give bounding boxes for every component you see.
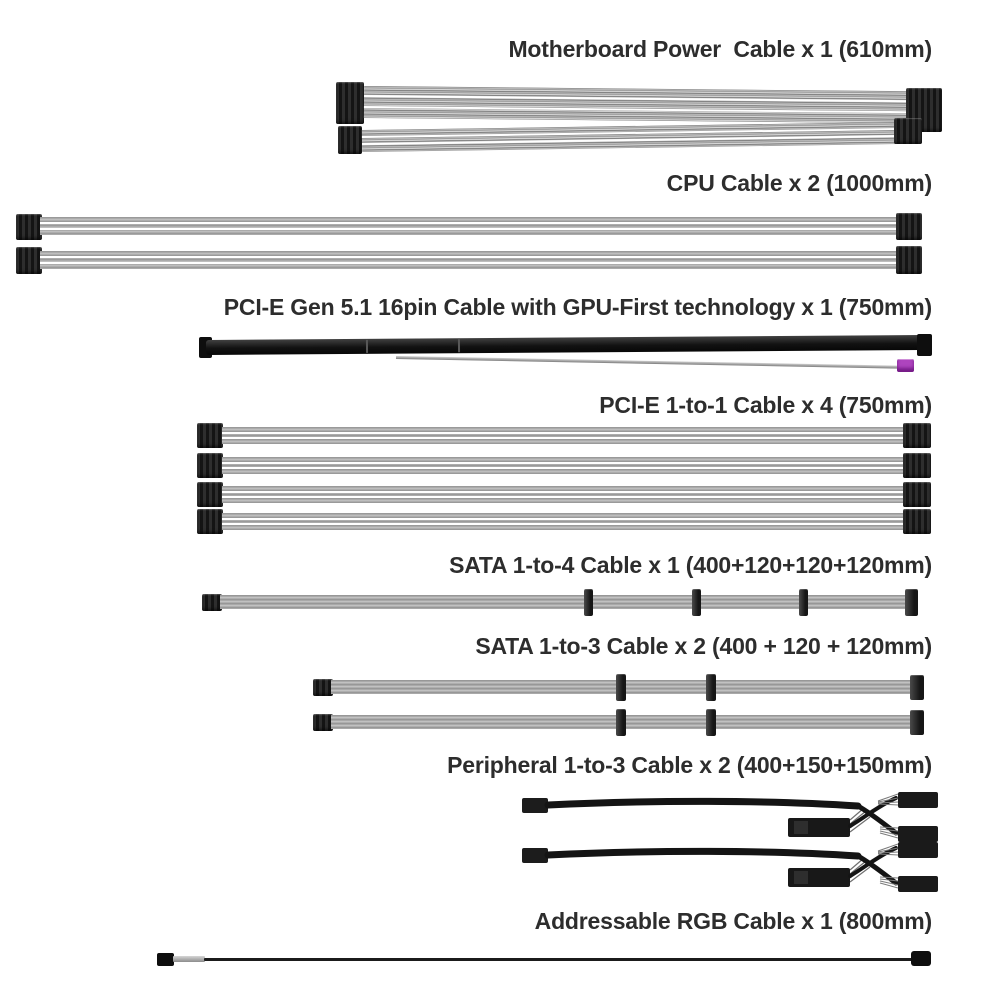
sata-end-connector [905, 589, 918, 616]
cable-connector [313, 679, 333, 696]
cable-connector [338, 126, 362, 154]
sata-connector [692, 589, 701, 616]
peripheral-cable-harness [510, 792, 942, 844]
cable-connector [197, 453, 223, 478]
end-connector [898, 792, 938, 808]
cable-connector [16, 214, 42, 240]
ribbon-cable [40, 251, 898, 269]
label-sata-1to4-cable: SATA 1-to-4 Cable x 1 (400+120+120+120mm) [449, 552, 932, 578]
label-cpu-cable: CPU Cable x 2 (1000mm) [666, 170, 932, 196]
cable-connector [522, 798, 548, 813]
main-cable [548, 851, 858, 856]
cable-connector [896, 213, 922, 240]
cable-connector [903, 482, 931, 507]
cable-end-cap [917, 334, 932, 356]
sata-end-connector [910, 675, 924, 700]
cable-connector [903, 509, 931, 534]
sata-connector [706, 709, 716, 736]
connector-rib [794, 821, 808, 834]
sata-connector [799, 589, 808, 616]
label-pcie-1to1-cable: PCI-E 1-to-1 Cable x 4 (750mm) [599, 392, 932, 418]
label-sata-1to3-cable: SATA 1-to-3 Cable x 2 (400 + 120 + 120mm) [475, 633, 932, 659]
end-connector [898, 826, 938, 842]
connector-rib [794, 871, 808, 884]
cable-connector [202, 594, 222, 611]
label-motherboard-power-cable: Motherboard Power Cable x 1 (610mm) [508, 36, 932, 62]
sleeve-joint [366, 340, 368, 353]
cable-connector [522, 848, 548, 863]
sata-connector [616, 709, 626, 736]
cable-connector [313, 714, 333, 731]
ribbon-cable [222, 427, 905, 444]
sense-wire-connector [897, 359, 914, 372]
sata-connector [706, 674, 716, 701]
cable-connector [197, 482, 223, 507]
peripheral-cable-harness [510, 842, 942, 894]
label-pcie-gen5-cable: PCI-E Gen 5.1 16pin Cable with GPU-First technology x 1 (750mm) [223, 294, 932, 320]
sata-connector [584, 589, 593, 616]
ribbon-cable [222, 486, 905, 503]
cable-connector [903, 423, 931, 448]
cable-connector [336, 82, 364, 124]
sleeve-joint [458, 339, 460, 352]
cable-connector [894, 118, 922, 144]
ribbon-cable [222, 513, 905, 530]
cable-connector [896, 246, 922, 274]
end-connector [898, 876, 938, 892]
cable-connector [903, 453, 931, 478]
main-cable [548, 801, 858, 806]
sleeved-cable [206, 335, 924, 355]
cable-connector [911, 951, 931, 966]
ribbon-cable [222, 457, 905, 474]
cable-connector [157, 953, 174, 966]
ribbon-cable [40, 217, 898, 235]
label-argb-cable: Addressable RGB Cable x 1 (800mm) [534, 908, 932, 934]
ribbon-cable [362, 122, 898, 152]
cable-connector [197, 423, 223, 448]
ribbon-cable [364, 86, 910, 123]
cable-connector [197, 509, 223, 534]
end-connector [898, 842, 938, 858]
sata-connector [616, 674, 626, 701]
label-peripheral-cable: Peripheral 1-to-3 Cable x 2 (400+150+150mm) [447, 752, 932, 778]
silver-segment [173, 956, 205, 962]
sata-end-connector [910, 710, 924, 735]
sense-wire [396, 356, 898, 369]
cable-connector [16, 247, 42, 274]
thin-cable [204, 958, 912, 961]
